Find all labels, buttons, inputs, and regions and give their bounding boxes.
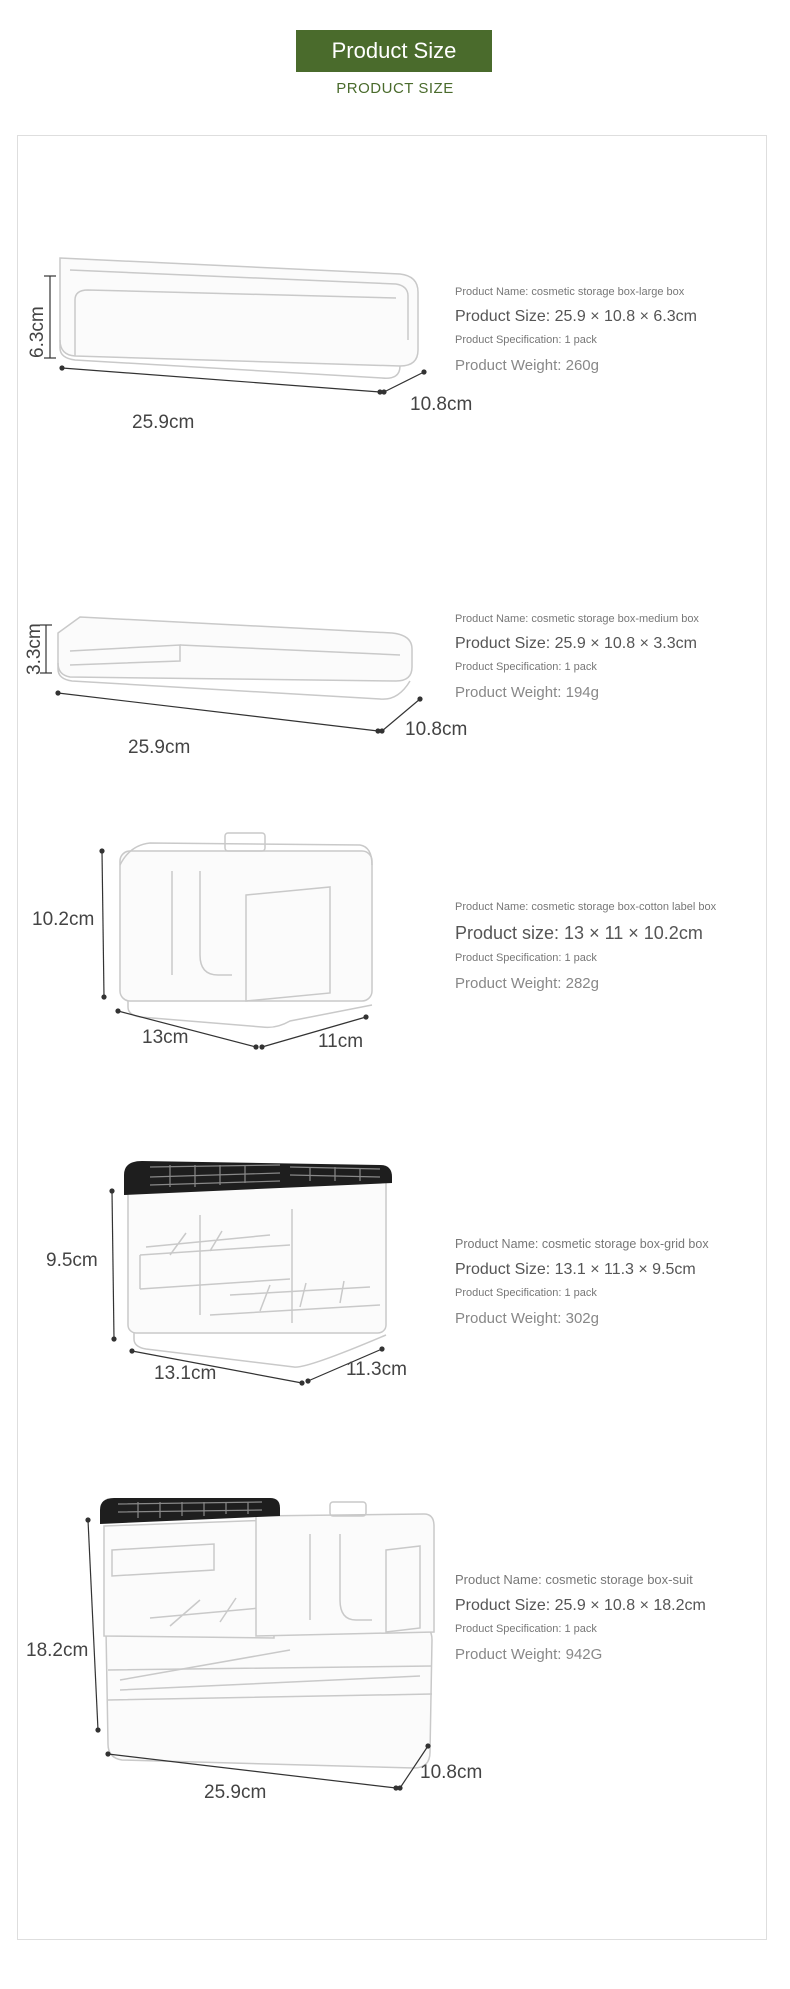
height-label: 10.2cm bbox=[32, 909, 95, 930]
height-label: 3.3cm bbox=[24, 623, 45, 675]
height-label: 6.3cm bbox=[27, 306, 48, 358]
product-large-box bbox=[0, 240, 790, 440]
product-weight: Product Weight: 260g bbox=[455, 357, 599, 374]
product-size: Product Size: 25.9 × 10.8 × 3.3cm bbox=[455, 635, 697, 652]
depth-label: 10.8cm bbox=[420, 1762, 483, 1783]
product-spec: Product Specification: 1 pack bbox=[455, 661, 597, 673]
product-name: Product Name: cosmetic storage box-suit bbox=[455, 1572, 693, 1587]
product-info bbox=[455, 1237, 755, 1327]
product-grid-box bbox=[0, 1155, 790, 1395]
depth-label: 11.3cm bbox=[346, 1359, 407, 1380]
depth-label: 11cm bbox=[318, 1031, 364, 1052]
product-name: Product Name: cosmetic storage box-cotton label box bbox=[455, 901, 717, 913]
product-name: Product Name: cosmetic storage box-grid box bbox=[455, 1237, 709, 1251]
product-spec: Product Specification: 1 pack bbox=[455, 1623, 597, 1635]
product-name: Product Name: cosmetic storage box-large box bbox=[455, 286, 685, 298]
length-label: 25.9cm bbox=[204, 1782, 267, 1803]
product-weight: Product Weight: 194g bbox=[455, 684, 599, 701]
product-info bbox=[455, 901, 755, 992]
product-size: Product Size: 25.9 × 10.8 × 6.3cm bbox=[455, 308, 697, 325]
product-medium-box bbox=[0, 595, 790, 775]
depth-label: 10.8cm bbox=[405, 719, 468, 740]
product-spec: Product Specification: 1 pack bbox=[455, 334, 597, 346]
product-suit bbox=[0, 1490, 790, 1830]
product-size: Product Size: 13.1 × 11.3 × 9.5cm bbox=[455, 1261, 696, 1278]
product-size: Product Size: 25.9 × 10.8 × 18.2cm bbox=[455, 1597, 706, 1614]
product-info bbox=[455, 1572, 755, 1663]
product-weight: Product Weight: 942G bbox=[455, 1646, 603, 1663]
product-size: Product size: 13 × 11 × 10.2cm bbox=[455, 923, 703, 943]
length-label: 25.9cm bbox=[132, 412, 195, 433]
length-label: 13.1cm bbox=[154, 1363, 217, 1384]
product-cotton-label-box bbox=[0, 825, 790, 1055]
product-name: Product Name: cosmetic storage box-medium box bbox=[455, 613, 699, 625]
section-title-badge: Product Size bbox=[296, 30, 492, 72]
product-spec: Product Specification: 1 pack bbox=[455, 1287, 597, 1299]
depth-label: 10.8cm bbox=[410, 394, 473, 415]
product-weight: Product Weight: 302g bbox=[455, 1310, 599, 1327]
product-info bbox=[455, 613, 755, 701]
height-label: 9.5cm bbox=[46, 1250, 98, 1271]
length-label: 13cm bbox=[142, 1027, 189, 1048]
product-weight: Product Weight: 282g bbox=[455, 975, 599, 992]
product-info bbox=[455, 286, 755, 374]
height-label: 18.2cm bbox=[26, 1640, 89, 1661]
length-label: 25.9cm bbox=[128, 737, 191, 758]
product-spec: Product Specification: 1 pack bbox=[455, 952, 597, 964]
section-subtitle: PRODUCT SIZE bbox=[336, 80, 454, 97]
